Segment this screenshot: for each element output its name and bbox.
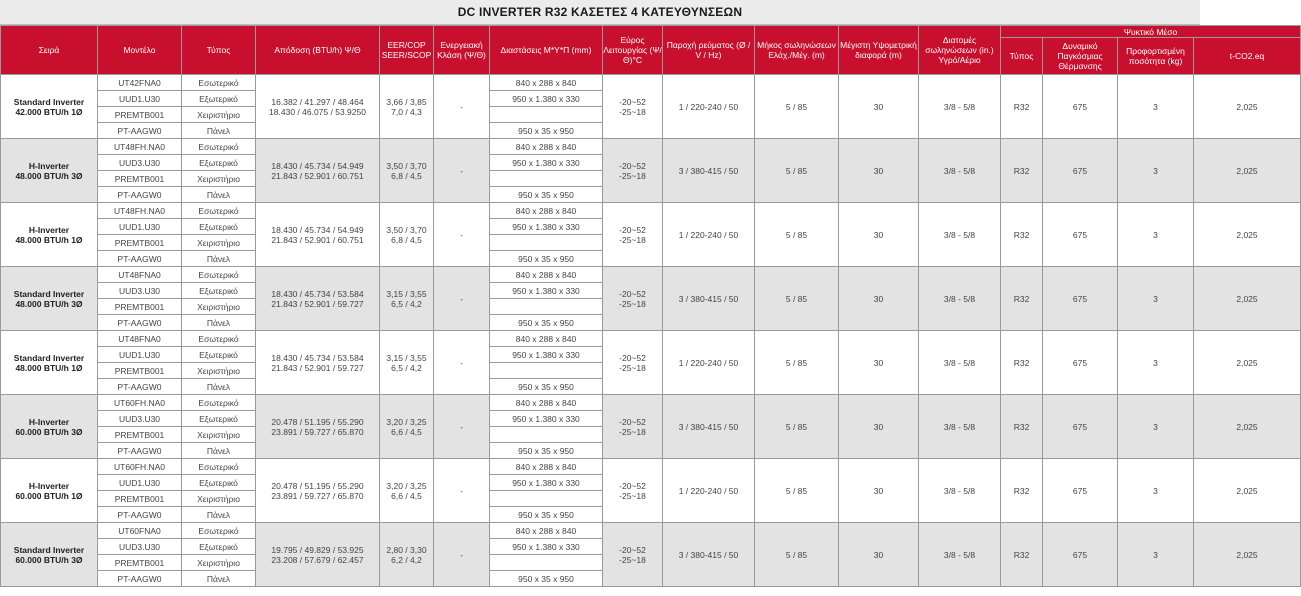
max-height-cell: 30 (839, 523, 919, 587)
eer-cop: 3,66 / 3,85 (386, 96, 427, 107)
precharge-cell: 3 (1118, 75, 1194, 139)
gwp-cell: 675 (1043, 395, 1118, 459)
max-height-cell: 30 (839, 267, 919, 331)
model-cell: PT-AAGW0 (98, 315, 182, 331)
eer-cop: 3,15 / 3,55 (386, 288, 427, 299)
pipe-diameter-cell: 3/8 - 5/8 (919, 139, 1001, 203)
series-capacity: 60.000 BTU/h 1Ø (15, 490, 83, 501)
capacity-cooling: 19.795 / 49.829 / 53.925 (271, 544, 364, 555)
co2-cell: 2,025 (1194, 267, 1301, 331)
power-supply-cell: 3 / 380-415 / 50 (663, 139, 755, 203)
model-cell: PT-AAGW0 (98, 123, 182, 139)
dimensions-cell: 950 x 1.380 x 330 (490, 475, 603, 491)
type-cell: Χειριστήριο (182, 235, 256, 251)
dimensions-cell: 840 x 288 x 840 (490, 139, 603, 155)
series-capacity: 48.000 BTU/h 3Ø (15, 298, 83, 309)
precharge-cell: 3 (1118, 203, 1194, 267)
spec-table-body (1, 75, 1301, 587)
model-cell: UUD1.U30 (98, 475, 182, 491)
seer-scop: 7,0 / 4,3 (391, 106, 422, 117)
series-name: H-Inverter (28, 224, 70, 235)
pipe-diameter-cell: 3/8 - 5/8 (919, 267, 1001, 331)
series-name: Standard Inverter (13, 96, 85, 107)
dimensions-cell: 950 x 1.380 x 330 (490, 155, 603, 171)
type-cell: Χειριστήριο (182, 299, 256, 315)
dimensions-cell: 840 x 288 x 840 (490, 203, 603, 219)
precharge-cell: 3 (1118, 523, 1194, 587)
gwp-cell: 675 (1043, 459, 1118, 523)
type-cell: Εσωτερικό (182, 331, 256, 347)
capacity-cooling: 18.430 / 45.734 / 54.949 (271, 224, 364, 235)
gwp-cell: 675 (1043, 75, 1118, 139)
energy-class-cell: - (434, 523, 490, 587)
series-name: Standard Inverter (13, 288, 85, 299)
dimensions-cell: 950 x 1.380 x 330 (490, 91, 603, 107)
model-cell: UT48FH.NA0 (98, 203, 182, 219)
max-height-cell: 30 (839, 459, 919, 523)
energy-class-cell: - (434, 267, 490, 331)
capacity-heating: 23.208 / 57.679 / 62.457 (271, 554, 364, 565)
capacity-cell (256, 139, 380, 203)
model-cell: UUD1.U30 (98, 91, 182, 107)
eer-cell (380, 139, 434, 203)
pipe-diameter-cell: 3/8 - 5/8 (919, 395, 1001, 459)
dimensions-cell: 950 x 35 x 950 (490, 123, 603, 139)
eer-cell (380, 523, 434, 587)
range-heating: -25~18 (619, 426, 646, 437)
pipe-length-cell: 5 / 85 (755, 331, 839, 395)
model-cell: UT60FNA0 (98, 523, 182, 539)
model-cell: PT-AAGW0 (98, 251, 182, 267)
model-cell: PT-AAGW0 (98, 507, 182, 523)
eer-cop: 3,50 / 3,70 (386, 160, 427, 171)
range-heating: -25~18 (619, 554, 646, 565)
energy-class-cell: - (434, 75, 490, 139)
dimensions-cell (490, 171, 603, 187)
capacity-cell (256, 75, 380, 139)
header-refrigerant-group: Ψυκτικό Μέσο (1001, 26, 1301, 38)
type-cell: Πάνελ (182, 123, 256, 139)
type-cell: Πάνελ (182, 507, 256, 523)
type-cell: Πάνελ (182, 187, 256, 203)
type-cell: Χειριστήριο (182, 491, 256, 507)
co2-cell: 2,025 (1194, 331, 1301, 395)
refrigerant-type-cell: R32 (1001, 139, 1043, 203)
eer-cell (380, 459, 434, 523)
series-capacity: 48.000 BTU/h 1Ø (15, 362, 83, 373)
series-capacity: 42.000 BTU/h 1Ø (15, 106, 83, 117)
table-row (1, 267, 1301, 283)
type-cell: Εξωτερικό (182, 347, 256, 363)
gwp-cell: 675 (1043, 331, 1118, 395)
seer-scop: 6,6 / 4,5 (391, 426, 422, 437)
operating-range-cell (603, 523, 663, 587)
series-name: H-Inverter (28, 480, 70, 491)
refrigerant-type-cell: R32 (1001, 523, 1043, 587)
pipe-length-cell: 5 / 85 (755, 267, 839, 331)
table-row (1, 395, 1301, 411)
type-cell: Εξωτερικό (182, 91, 256, 107)
seer-scop: 6,6 / 4,5 (391, 490, 422, 501)
pipe-diameter-cell: 3/8 - 5/8 (919, 459, 1001, 523)
energy-class-cell: - (434, 395, 490, 459)
model-cell: PREMTB001 (98, 427, 182, 443)
series-cell (1, 267, 98, 331)
header-power-supply: Παροχή ρεύματος (Ø / V / Hz) (663, 26, 755, 75)
type-cell: Εξωτερικό (182, 539, 256, 555)
dimensions-cell: 840 x 288 x 840 (490, 459, 603, 475)
co2-cell: 2,025 (1194, 139, 1301, 203)
max-height-cell: 30 (839, 203, 919, 267)
operating-range-cell (603, 139, 663, 203)
dimensions-cell: 950 x 35 x 950 (490, 379, 603, 395)
eer-cop: 3,50 / 3,70 (386, 224, 427, 235)
table-row (1, 523, 1301, 539)
dimensions-cell (490, 491, 603, 507)
capacity-cell (256, 267, 380, 331)
eer-cell (380, 267, 434, 331)
model-cell: PT-AAGW0 (98, 443, 182, 459)
dimensions-cell: 840 x 288 x 840 (490, 331, 603, 347)
eer-cop: 3,15 / 3,55 (386, 352, 427, 363)
series-cell (1, 331, 98, 395)
table-row (1, 139, 1301, 155)
type-cell: Πάνελ (182, 571, 256, 587)
series-cell (1, 395, 98, 459)
refrigerant-type-cell: R32 (1001, 203, 1043, 267)
type-cell: Χειριστήριο (182, 555, 256, 571)
refrigerant-type-cell: R32 (1001, 395, 1043, 459)
capacity-cooling: 20.478 / 51.195 / 55.290 (271, 416, 364, 427)
type-cell: Εσωτερικό (182, 459, 256, 475)
header-precharge: Προφορτισμένη ποσότητα (kg) (1118, 38, 1194, 75)
capacity-cooling: 20.478 / 51.195 / 55.290 (271, 480, 364, 491)
co2-cell: 2,025 (1194, 75, 1301, 139)
type-cell: Χειριστήριο (182, 363, 256, 379)
capacity-heating: 23.891 / 59.727 / 65.870 (271, 426, 364, 437)
series-cell (1, 139, 98, 203)
model-cell: UUD1.U30 (98, 347, 182, 363)
operating-range-cell (603, 75, 663, 139)
model-cell: PT-AAGW0 (98, 187, 182, 203)
capacity-heating: 18.430 / 46.075 / 53.9250 (269, 106, 366, 117)
pipe-length-cell: 5 / 85 (755, 203, 839, 267)
type-cell: Εσωτερικό (182, 395, 256, 411)
eer-cell (380, 75, 434, 139)
series-cell (1, 523, 98, 587)
precharge-cell: 3 (1118, 459, 1194, 523)
operating-range-cell (603, 331, 663, 395)
model-cell: PREMTB001 (98, 107, 182, 123)
capacity-cooling: 18.430 / 45.734 / 53.584 (271, 288, 364, 299)
range-cooling: -20~52 (619, 352, 646, 363)
range-cooling: -20~52 (619, 288, 646, 299)
dimensions-cell: 950 x 35 x 950 (490, 443, 603, 459)
max-height-cell: 30 (839, 139, 919, 203)
header-dimensions: Διαστάσεις Μ*Υ*Π (mm) (490, 26, 603, 75)
header-eer: EER/COP SEER/SCOP (380, 26, 434, 75)
type-cell: Εσωτερικό (182, 267, 256, 283)
energy-class-cell: - (434, 459, 490, 523)
series-capacity: 48.000 BTU/h 3Ø (15, 170, 83, 181)
seer-scop: 6,5 / 4,2 (391, 298, 422, 309)
type-cell: Εξωτερικό (182, 475, 256, 491)
range-heating: -25~18 (619, 170, 646, 181)
range-heating: -25~18 (619, 490, 646, 501)
co2-cell: 2,025 (1194, 523, 1301, 587)
model-cell: UT48FNA0 (98, 267, 182, 283)
power-supply-cell: 1 / 220-240 / 50 (663, 459, 755, 523)
pipe-diameter-cell: 3/8 - 5/8 (919, 523, 1001, 587)
operating-range-cell (603, 267, 663, 331)
series-capacity: 48.000 BTU/h 1Ø (15, 234, 83, 245)
pipe-length-cell: 5 / 85 (755, 139, 839, 203)
model-cell: UUD3.U30 (98, 283, 182, 299)
operating-range-cell (603, 203, 663, 267)
dimensions-cell (490, 107, 603, 123)
refrigerant-type-cell: R32 (1001, 459, 1043, 523)
header-ref-type: Τύπος (1001, 38, 1043, 75)
dimensions-cell: 950 x 1.380 x 330 (490, 283, 603, 299)
dimensions-cell: 950 x 35 x 950 (490, 571, 603, 587)
dimensions-cell: 950 x 1.380 x 330 (490, 347, 603, 363)
range-heating: -25~18 (619, 362, 646, 373)
series-cell (1, 459, 98, 523)
dimensions-cell (490, 555, 603, 571)
range-cooling: -20~52 (619, 224, 646, 235)
model-cell: UT60FH.NA0 (98, 395, 182, 411)
precharge-cell: 3 (1118, 395, 1194, 459)
range-heating: -25~18 (619, 298, 646, 309)
dimensions-cell: 840 x 288 x 840 (490, 395, 603, 411)
series-name: H-Inverter (28, 416, 70, 427)
pipe-diameter-cell: 3/8 - 5/8 (919, 331, 1001, 395)
dimensions-cell: 950 x 35 x 950 (490, 187, 603, 203)
header-co2: t-CO2.eq (1194, 38, 1301, 75)
capacity-heating: 21.843 / 52.901 / 60.751 (271, 170, 364, 181)
pipe-length-cell: 5 / 85 (755, 459, 839, 523)
model-cell: PREMTB001 (98, 235, 182, 251)
dimensions-cell: 950 x 1.380 x 330 (490, 219, 603, 235)
model-cell: UT60FH.NA0 (98, 459, 182, 475)
max-height-cell: 30 (839, 331, 919, 395)
model-cell: PT-AAGW0 (98, 571, 182, 587)
power-supply-cell: 3 / 380-415 / 50 (663, 267, 755, 331)
series-capacity: 60.000 BTU/h 3Ø (15, 554, 83, 565)
header-energy-class: Ενεργειακή Κλάση (Ψ/Θ) (434, 26, 490, 75)
dimensions-cell (490, 235, 603, 251)
model-cell: PREMTB001 (98, 491, 182, 507)
table-row (1, 75, 1301, 91)
type-cell: Εσωτερικό (182, 139, 256, 155)
dimensions-cell (490, 299, 603, 315)
dimensions-cell: 840 x 288 x 840 (490, 75, 603, 91)
type-cell: Χειριστήριο (182, 107, 256, 123)
model-cell: UUD3.U30 (98, 411, 182, 427)
refrigerant-type-cell: R32 (1001, 267, 1043, 331)
series-name: Standard Inverter (13, 352, 85, 363)
header-series: Σειρά (1, 26, 98, 75)
series-cell (1, 75, 98, 139)
pipe-length-cell: 5 / 85 (755, 75, 839, 139)
pipe-diameter-cell: 3/8 - 5/8 (919, 75, 1001, 139)
energy-class-cell: - (434, 203, 490, 267)
capacity-cooling: 18.430 / 45.734 / 54.949 (271, 160, 364, 171)
co2-cell: 2,025 (1194, 459, 1301, 523)
type-cell: Εξωτερικό (182, 283, 256, 299)
gwp-cell: 675 (1043, 523, 1118, 587)
type-cell: Πάνελ (182, 315, 256, 331)
capacity-cell (256, 459, 380, 523)
dimensions-cell: 950 x 1.380 x 330 (490, 539, 603, 555)
table-row (1, 459, 1301, 475)
type-cell: Εσωτερικό (182, 75, 256, 91)
pipe-diameter-cell: 3/8 - 5/8 (919, 203, 1001, 267)
capacity-heating: 21.843 / 52.901 / 59.727 (271, 362, 364, 373)
operating-range-cell (603, 459, 663, 523)
header-pipe-diameter: Διατομές σωληνώσεων (in.) Υγρό/Αέριο (919, 26, 1001, 75)
gwp-cell: 675 (1043, 139, 1118, 203)
max-height-cell: 30 (839, 395, 919, 459)
capacity-cell (256, 331, 380, 395)
dimensions-cell: 840 x 288 x 840 (490, 267, 603, 283)
capacity-heating: 23.891 / 59.727 / 65.870 (271, 490, 364, 501)
type-cell: Εσωτερικό (182, 523, 256, 539)
model-cell: UUD3.U30 (98, 155, 182, 171)
dimensions-cell: 840 x 288 x 840 (490, 523, 603, 539)
eer-cop: 2,80 / 3,30 (386, 544, 427, 555)
capacity-cell (256, 523, 380, 587)
type-cell: Πάνελ (182, 443, 256, 459)
max-height-cell: 30 (839, 75, 919, 139)
type-cell: Χειριστήριο (182, 427, 256, 443)
refrigerant-type-cell: R32 (1001, 331, 1043, 395)
range-cooling: -20~52 (619, 96, 646, 107)
model-cell: UUD1.U30 (98, 219, 182, 235)
model-cell: PREMTB001 (98, 555, 182, 571)
spec-table (0, 25, 1301, 587)
seer-scop: 6,2 / 4,2 (391, 554, 422, 565)
dimensions-cell: 950 x 35 x 950 (490, 507, 603, 523)
eer-cell (380, 395, 434, 459)
header-capacity: Απόδοση (BTU/h) Ψ/Θ (256, 26, 380, 75)
precharge-cell: 3 (1118, 139, 1194, 203)
model-cell: UUD3.U30 (98, 539, 182, 555)
dimensions-cell (490, 427, 603, 443)
range-cooling: -20~52 (619, 160, 646, 171)
gwp-cell: 675 (1043, 267, 1118, 331)
type-cell: Πάνελ (182, 379, 256, 395)
eer-cell (380, 331, 434, 395)
type-cell: Εξωτερικό (182, 411, 256, 427)
capacity-cell (256, 203, 380, 267)
eer-cop: 3,20 / 3,25 (386, 480, 427, 491)
series-name: Standard Inverter (13, 544, 85, 555)
page-title: DC INVERTER R32 ΚΑΣΕΤΕΣ 4 ΚΑΤΕΥΘΥΝΣΕΩΝ (0, 0, 1200, 25)
range-heating: -25~18 (619, 234, 646, 245)
range-cooling: -20~52 (619, 480, 646, 491)
header-type: Τύπος (182, 26, 256, 75)
type-cell: Εξωτερικό (182, 219, 256, 235)
seer-scop: 6,8 / 4,5 (391, 234, 422, 245)
power-supply-cell: 1 / 220-240 / 50 (663, 203, 755, 267)
eer-cell (380, 203, 434, 267)
model-cell: UT48FNA0 (98, 331, 182, 347)
dimensions-cell: 950 x 1.380 x 330 (490, 411, 603, 427)
dimensions-cell: 950 x 35 x 950 (490, 251, 603, 267)
header-max-height: Μέγιστη Υψομετρική διαφορά (m) (839, 26, 919, 75)
header-gwp: Δυναμικό Παγκόσμιας Θέρμανσης (1043, 38, 1118, 75)
model-cell: PREMTB001 (98, 299, 182, 315)
power-supply-cell: 3 / 380-415 / 50 (663, 523, 755, 587)
header-operating-range: Εύρος Λειτουργίας (Ψ/Θ)°C (603, 26, 663, 75)
pipe-length-cell: 5 / 85 (755, 395, 839, 459)
model-cell: UT42FNA0 (98, 75, 182, 91)
power-supply-cell: 1 / 220-240 / 50 (663, 75, 755, 139)
seer-scop: 6,8 / 4,5 (391, 170, 422, 181)
seer-scop: 6,5 / 4,2 (391, 362, 422, 373)
power-supply-cell: 3 / 380-415 / 50 (663, 395, 755, 459)
model-cell: PREMTB001 (98, 363, 182, 379)
energy-class-cell: - (434, 331, 490, 395)
series-capacity: 60.000 BTU/h 3Ø (15, 426, 83, 437)
gwp-cell: 675 (1043, 203, 1118, 267)
precharge-cell: 3 (1118, 331, 1194, 395)
energy-class-cell: - (434, 139, 490, 203)
model-cell: PT-AAGW0 (98, 379, 182, 395)
header-pipe-length: Μήκος σωληνώσεων Ελάχ./Μέγ. (m) (755, 26, 839, 75)
capacity-cooling: 18.430 / 45.734 / 53.584 (271, 352, 364, 363)
co2-cell: 2,025 (1194, 395, 1301, 459)
model-cell: PREMTB001 (98, 171, 182, 187)
series-name: H-Inverter (28, 160, 70, 171)
eer-cop: 3,20 / 3,25 (386, 416, 427, 427)
co2-cell: 2,025 (1194, 203, 1301, 267)
range-cooling: -20~52 (619, 544, 646, 555)
refrigerant-type-cell: R32 (1001, 75, 1043, 139)
model-cell: UT48FH.NA0 (98, 139, 182, 155)
precharge-cell: 3 (1118, 267, 1194, 331)
dimensions-cell: 950 x 35 x 950 (490, 315, 603, 331)
table-row (1, 203, 1301, 219)
type-cell: Χειριστήριο (182, 171, 256, 187)
pipe-length-cell: 5 / 85 (755, 523, 839, 587)
range-heating: -25~18 (619, 106, 646, 117)
operating-range-cell (603, 395, 663, 459)
range-cooling: -20~52 (619, 416, 646, 427)
capacity-heating: 21.843 / 52.901 / 60.751 (271, 234, 364, 245)
type-cell: Εσωτερικό (182, 203, 256, 219)
power-supply-cell: 1 / 220-240 / 50 (663, 331, 755, 395)
type-cell: Πάνελ (182, 251, 256, 267)
type-cell: Εξωτερικό (182, 155, 256, 171)
table-row (1, 331, 1301, 347)
header-model: Μοντέλο (98, 26, 182, 75)
series-cell (1, 203, 98, 267)
dimensions-cell (490, 363, 603, 379)
capacity-cell (256, 395, 380, 459)
capacity-cooling: 16.382 / 41.297 / 48.464 (271, 96, 364, 107)
capacity-heating: 21.843 / 52.901 / 59.727 (271, 298, 364, 309)
